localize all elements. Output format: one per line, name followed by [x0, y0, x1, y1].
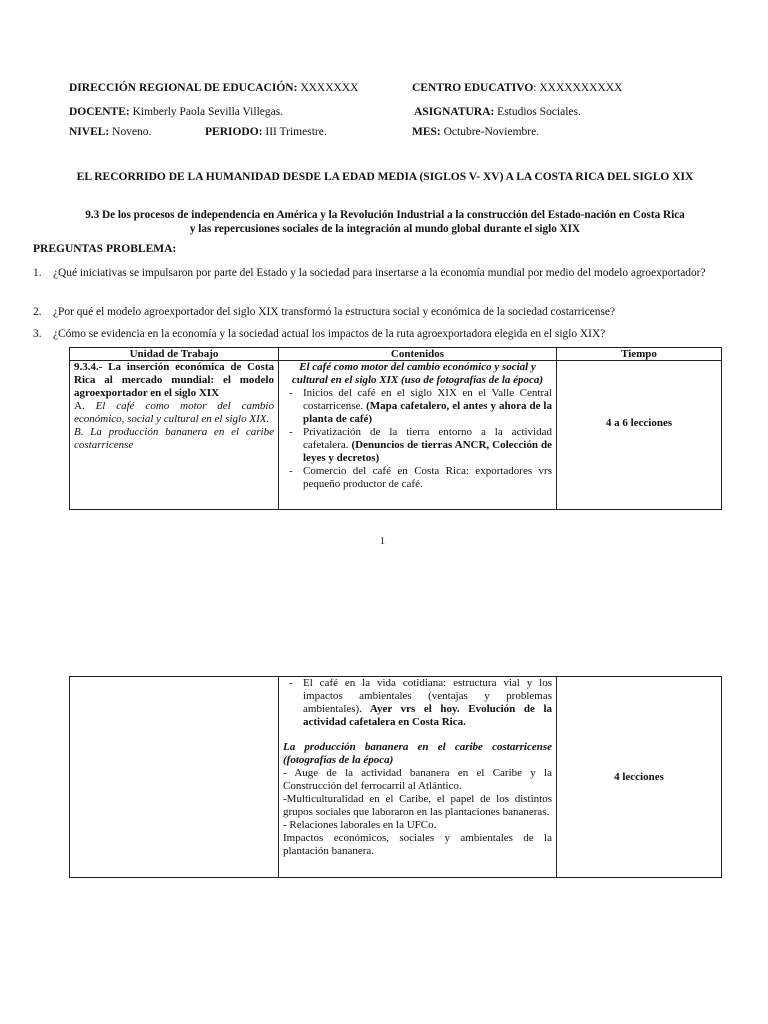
mes-label: MES: — [412, 126, 441, 138]
question-number: 2. — [33, 306, 42, 318]
unidad-title: 9.3.4.- La inserción económica de Costa Rica al mercado mundial: el modelo agroexportador en el siglo XIX — [74, 361, 274, 399]
banano-line: -Multiculturalidad en el Caribe, el papel de los distintos grupos sociales que laboraron en las plantaciones bananeras. — [283, 793, 552, 818]
planning-table-continued — [69, 676, 722, 878]
tiempo-cell: 4 lecciones — [557, 677, 722, 878]
table-header-row — [70, 348, 722, 361]
header-row-3 — [69, 126, 709, 140]
item-text: Privatización de la tierra entorno a la actividad cafetalera. — [303, 426, 552, 451]
item-text: Comercio del café en Costa Rica: exportadores vrs pequeño productor de café. — [303, 465, 552, 490]
question-1 — [33, 264, 733, 300]
mes-value: Octubre-Noviembre. — [440, 126, 540, 138]
docente-label: DOCENTE: — [69, 106, 130, 118]
tiempo-cell: 4 a 6 lecciones — [557, 361, 722, 510]
question-text: ¿Por qué el modelo agroexportador del siglo XIX transformó la estructura social y económica de la sociedad costarricense? — [53, 306, 616, 318]
table-row — [70, 677, 722, 878]
item-text: Inicios del café en el siglo XIX en el Valle Central costarricense. — [303, 387, 552, 412]
list-item — [303, 387, 552, 426]
question-text: ¿Cómo se evidencia en la economía y la sociedad actual los impactos de la ruta agroexportadora elegida en el siglo XIX? — [53, 328, 606, 340]
document-title: EL RECORRIDO DE LA HUMANIDAD DESDE LA EDAD MEDIA (SIGLOS V- XV) A LA COSTA RICA DEL SIGLO XIX — [76, 171, 694, 183]
table-row — [70, 361, 722, 510]
list-item — [303, 426, 552, 465]
unidad-a-prefix: A. — [74, 400, 85, 412]
contenido-heading: El café como motor del cambio económico y social y cultural en el siglo XIX (uso de fotografías de la época) — [291, 361, 544, 386]
unidad-a-text: El café como motor del cambio económico, social y cultural en el siglo XIX. — [74, 400, 274, 425]
contenido-list — [283, 387, 552, 491]
docente-value: Kimberly Paola Sevilla Villegas. — [129, 106, 284, 118]
question-number: 1. — [33, 267, 42, 279]
unidad-b: B. La producción bananera en el caribe costarricense — [74, 426, 274, 451]
direccion-label: DIRECCIÓN REGIONAL DE EDUCACIÓN: — [69, 82, 298, 94]
unidad-cell — [70, 361, 279, 510]
nivel-value: Noveno. — [109, 126, 152, 138]
item-bold: (Denuncios de tierras ANCR, Colección de leyes y decretos) — [303, 439, 552, 464]
item-bold: (Mapa cafetalero, el antes y ahora de la planta de café) — [303, 400, 552, 425]
column-header-unidad: Unidad de Trabajo — [70, 348, 279, 361]
header-row-1 — [69, 82, 709, 96]
contenidos-cell — [279, 677, 557, 878]
asignatura-label: ASIGNATURA: — [414, 106, 495, 118]
list-item — [303, 465, 552, 491]
contenidos-cell — [279, 361, 557, 510]
column-header-tiempo: Tiempo — [557, 348, 722, 361]
subtitle-line-1: 9.3 De los procesos de independencia en América y la Revolución Industrial a la construcción del Estado-nación en Costa Rica — [85, 209, 685, 221]
planning-table — [69, 347, 722, 510]
question-3 — [33, 325, 733, 343]
banano-line: - Relaciones laborales en la UFCo. — [283, 819, 437, 831]
question-2 — [33, 303, 733, 321]
unidad-cell-empty — [70, 677, 279, 878]
asignatura-value: Estudios Sociales. — [494, 106, 581, 118]
column-header-contenidos: Contenidos — [279, 348, 557, 361]
question-number: 3. — [33, 328, 42, 340]
periodo-value: III Trimestre. — [262, 126, 327, 138]
banano-line: Impactos económicos, sociales y ambientales de la plantación bananera. — [283, 832, 552, 857]
nivel-label: NIVEL: — [69, 126, 110, 138]
mes-field — [412, 126, 539, 139]
docente-field — [69, 106, 283, 119]
banano-heading: La producción bananera en el caribe costarricense (fotografías de la época) — [283, 741, 552, 766]
header-row-2 — [69, 106, 709, 120]
periodo-label: PERIODO: — [205, 126, 263, 138]
contenido-list — [283, 677, 552, 729]
asignatura-field — [414, 106, 581, 119]
page-number: 1 — [380, 536, 385, 547]
unidad-a — [74, 400, 274, 426]
direccion-value: XXXXXXX — [297, 82, 359, 94]
centro-field — [412, 82, 622, 95]
item-text: El café en la vida cotidiana: estructura vial y los impactos ambientales (ventajas y problemas ambientales). — [303, 677, 552, 715]
questions-heading: PREGUNTAS PROBLEMA: — [33, 243, 177, 255]
centro-label: CENTRO EDUCATIVO — [412, 82, 534, 94]
banano-line: - Auge de la actividad bananera en el Caribe y la Construcción del ferrocarril al Atlántico. — [283, 767, 552, 792]
periodo-field — [205, 126, 327, 139]
list-item — [303, 677, 552, 729]
item-bold: Ayer vrs el hoy. Evolución de la actividad cafetalera en Costa Rica. — [303, 703, 552, 728]
question-text: ¿Qué iniciativas se impulsaron por parte del Estado y la sociedad para insertarse a la economía mundial por medio del modelo agroexportador? — [53, 267, 706, 279]
nivel-field — [69, 126, 151, 139]
subtitle-line-2: y las repercusiones sociales de la integración al mundo global durante el siglo XIX — [189, 223, 581, 235]
direccion-field — [69, 82, 358, 95]
centro-value: : XXXXXXXXXX — [533, 82, 623, 94]
